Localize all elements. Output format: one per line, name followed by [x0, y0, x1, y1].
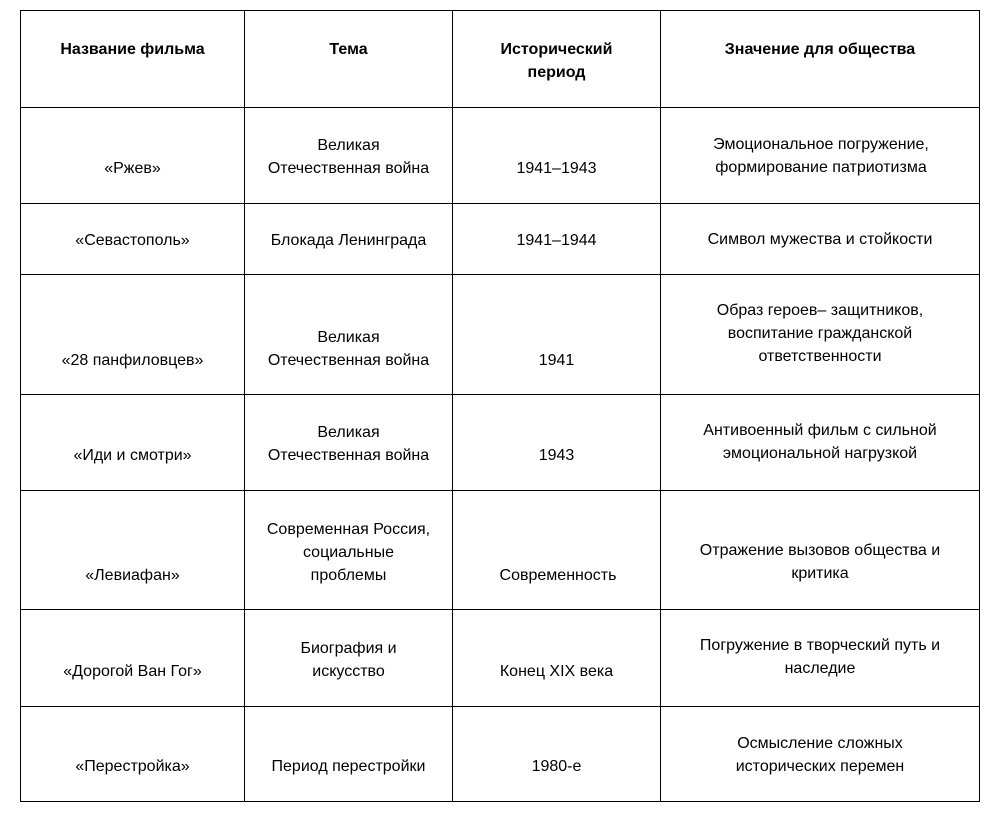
table-row	[21, 108, 980, 204]
cell-meaning: Погружение в творческий путь и наследие	[661, 610, 980, 707]
cell-theme: Великая Отечественная война	[245, 275, 453, 395]
header-theme: Тема	[245, 11, 453, 108]
table-row	[21, 491, 980, 610]
cell-film: «Севастополь»	[21, 204, 245, 275]
cell-period: 1980-е	[453, 707, 661, 802]
table-row	[21, 395, 980, 491]
cell-film: «Дорогой Ван Гог»	[21, 610, 245, 707]
cell-meaning: Эмоциональное погружение, формирование патриотизма	[661, 108, 980, 204]
cell-period: 1941	[453, 275, 661, 395]
cell-period: 1943	[453, 395, 661, 491]
cell-meaning: Отражение вызовов общества и критика	[661, 491, 980, 610]
cell-period: 1941–1943	[453, 108, 661, 204]
cell-meaning: Образ героев– защитников, воспитание гражданской ответственности	[661, 275, 980, 395]
cell-meaning: Символ мужества и стойкости	[661, 204, 980, 275]
cell-theme: Великая Отечественная война	[245, 395, 453, 491]
table-row	[21, 204, 980, 275]
cell-film: «Перестройка»	[21, 707, 245, 802]
cell-period: 1941–1944	[453, 204, 661, 275]
cell-period: Современность	[453, 491, 661, 610]
cell-period: Конец XIX века	[453, 610, 661, 707]
cell-meaning: Осмысление сложных исторических перемен	[661, 707, 980, 802]
header-film: Название фильма	[21, 11, 245, 108]
header-meaning: Значение для общества	[661, 11, 980, 108]
cell-theme: Биография и искусство	[245, 610, 453, 707]
cell-theme: Великая Отечественная война	[245, 108, 453, 204]
cell-theme: Период перестройки	[245, 707, 453, 802]
cell-theme: Современная Россия, социальные проблемы	[245, 491, 453, 610]
table-header-row	[21, 11, 980, 108]
films-table	[20, 10, 980, 802]
cell-film: «Ржев»	[21, 108, 245, 204]
cell-theme: Блокада Ленинграда	[245, 204, 453, 275]
cell-film: «Иди и смотри»	[21, 395, 245, 491]
table-row	[21, 610, 980, 707]
cell-meaning: Антивоенный фильм с сильной эмоциональной нагрузкой	[661, 395, 980, 491]
table-row	[21, 707, 980, 802]
table-row	[21, 275, 980, 395]
cell-film: «Левиафан»	[21, 491, 245, 610]
header-period: Исторический период	[453, 11, 661, 108]
cell-film: «28 панфиловцев»	[21, 275, 245, 395]
